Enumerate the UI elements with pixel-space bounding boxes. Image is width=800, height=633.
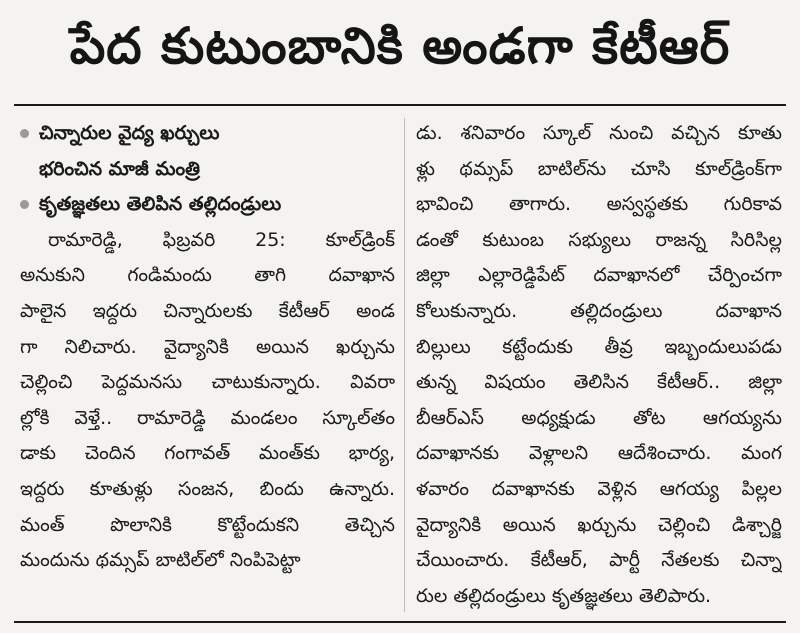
- body-line: తున్న విషయం తెలిసిన కేటీఆర్.. జిల్లా: [416, 371, 782, 394]
- bullet-item: [20, 116, 395, 187]
- body-line: దవాఖానకు వెళ్లాలని ఆదేశించారు. మంగ: [416, 442, 782, 465]
- body-line: డాకు చెందిన గంగావత్ మంత్‌కు భార్య,: [20, 442, 395, 465]
- body-line: రామారెడ్డి, ఫిబ్రవరి 25: కూల్‌డ్రింక్: [48, 228, 395, 251]
- body-line: డంతో కుటుంబ సభ్యులు రాజన్న సిరిసిల్ల: [416, 228, 782, 251]
- footer-rule: [14, 621, 786, 623]
- headline-rule: [14, 104, 786, 106]
- body-line: చేయించారు. కేటీఆర్, పార్టీ నేతలకు చిన్నా: [416, 549, 782, 572]
- bullet-line: భరించిన మాజీ మంత్రి: [39, 157, 200, 180]
- body-line: కోలుకున్నారు. తల్లిదండ్రులు దవాఖాన: [416, 299, 782, 322]
- headline: పేద కుటుంబానికి అండగా కేటీఆర్: [69, 16, 731, 75]
- body-line: ళ్లు థమ్సప్ బాటిల్‌ను చూసి కూల్‌డ్రింక్‌గా: [416, 157, 782, 180]
- body-line: మంత్ పొలానికి కొట్టేందుకని తెచ్చిన: [20, 513, 395, 536]
- body-line: మందును థమ్సప్ బాటిల్‌లో నింపిపెట్టా: [20, 549, 301, 572]
- bullet-dot-icon: [20, 200, 29, 209]
- body-line: ఇద్దరు కూతుళ్లు సంజన, బిందు ఉన్నారు.: [20, 477, 395, 500]
- body-line: చెల్లించి పెద్దమనసు చాటుకున్నారు. వివరా: [20, 371, 395, 394]
- body-line: వైద్యానికి అయిన ఖర్చును చెల్లించి డిశ్చార్జి: [416, 513, 782, 536]
- body-line: భావించి తాగారు. అస్వస్థతకు గురికావ: [416, 193, 782, 216]
- bullet-text: చిన్నారుల వైద్య ఖర్చులు: [39, 122, 220, 144]
- body-line: అనుకుని గండిమందు తాగి దవాఖాన: [20, 264, 395, 287]
- body-line: పాలైన ఇద్దరు చిన్నారులకు కేటీఆర్ అండ: [20, 299, 395, 322]
- bullet-line: [20, 116, 395, 152]
- left-column: [20, 116, 395, 579]
- body-line: గా నిలిచారు. వైద్యానికి అయిన ఖర్చును: [20, 335, 395, 358]
- body-line: డు. శనివారం స్కూల్ నుంచి వచ్చిన కూతు: [416, 122, 782, 144]
- bullet-item: [20, 187, 395, 223]
- bullet-text: కృతజ్ఞతలు తెలిపిన తల్లిదండ్రులు: [39, 193, 282, 216]
- body-line: జిల్లా ఎల్లారెడ్డిపేట్ దవాఖానలో చేర్పించగా: [416, 264, 782, 287]
- body-line: బిల్లులు కట్టేందుకు తీవ్ర ఇబ్బందులుపడు: [416, 335, 782, 358]
- bullet-dot-icon: [20, 129, 29, 138]
- article-body-left: [20, 223, 395, 579]
- body-line: బీఆర్‌ఎస్ అధ్యక్షుడు తోట ఆగయ్యను: [416, 406, 782, 429]
- body-line: ళవారం దవాఖానకు వెళ్లిన ఆగయ్య పిల్లల: [416, 477, 782, 500]
- column-divider: [404, 118, 405, 612]
- bullet-line: [20, 187, 395, 223]
- body-line: రుల తల్లిదండ్రులు కృతజ్ఞతలు తెలిపారు.: [416, 584, 712, 607]
- article-body-right: [416, 116, 782, 614]
- body-line: ల్లోకి వెళ్తే.. రామారెడ్డి మండలం స్కూల్‌తం: [20, 406, 395, 429]
